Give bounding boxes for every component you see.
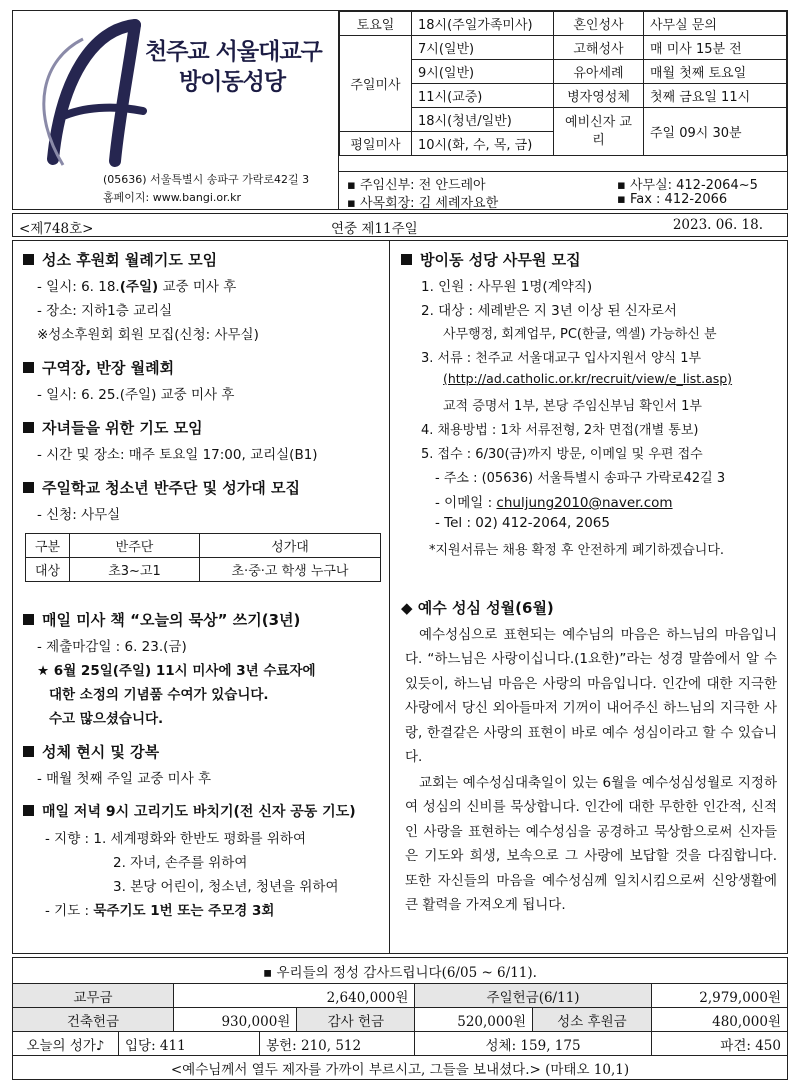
table-header: 성가대: [200, 534, 381, 558]
section-title: [23, 477, 300, 498]
office-phone-item: ▪ 사무실: 412-2064~5: [617, 178, 758, 193]
hymn-label: 오늘의 성가♪: [13, 1032, 119, 1056]
sunday-mass: 7시(일반): [412, 36, 554, 60]
section-title-text: 매일 저녁 9시 고리기도 바치기(전 신자 공동 기도): [42, 804, 356, 820]
liturgical-week: 연중 제11주일: [331, 221, 418, 237]
section-line: 사무행정, 회계업무, PC(한글, 엑셀) 가능하신 분: [443, 327, 717, 342]
recruit-table: [25, 533, 381, 582]
text-part: - 일시: 6. 18.: [37, 279, 120, 295]
section-line: - 신청: 사무실: [37, 507, 121, 523]
sunday-mass: 9시(일반): [412, 60, 554, 84]
sunday-label: 주일미사: [340, 36, 412, 132]
parish-homepage: 홈페이지: www.bangi.or.kr: [103, 191, 242, 204]
section-title-text: 성체 현시 및 강복: [42, 743, 160, 761]
text-part: (주일): [119, 279, 159, 295]
section-line: 3. 서류 : 천주교 서울대교구 입사지원서 양식 1부: [421, 351, 702, 366]
square-bullet-icon: [23, 805, 34, 816]
section-title: [23, 357, 174, 378]
sacrament-value: 첫째 금요일 11시: [644, 84, 787, 108]
council-head: 사목회장: 김 세례자요한: [359, 196, 499, 211]
section-title-text: 예수 성심 성월(6월): [417, 599, 554, 617]
offering-label: 감사 헌금: [297, 1008, 415, 1032]
parish-logo-area: [13, 11, 339, 209]
section-line: - 매월 첫째 주일 교중 미사 후: [37, 771, 212, 787]
section-title-text: 자녀들을 위한 기도 모임: [42, 419, 203, 437]
section-title: [23, 801, 356, 821]
sunday-mass: 11시(교중): [412, 84, 554, 108]
issue-date: 2023. 06. 18.: [672, 217, 763, 233]
section-line: 2. 대상 : 세례받은 지 3년 이상 된 신자로서: [421, 303, 677, 319]
section-line: ★ 6월 25일(주일) 11시 미사에 3년 수료자에: [37, 663, 316, 679]
sacrament-value: 주일 09시 30분: [644, 108, 787, 156]
parish-name-line1: 천주교 서울대교구: [145, 39, 322, 65]
weekday-mass: 10시(화, 수, 목, 금): [412, 132, 554, 156]
bulletin-body: [12, 240, 788, 954]
section-line: 대한 소정의 기념품 수여가 있습니다.: [49, 687, 269, 703]
thanks-text: 우리들의 정성 감사드립니다(6/05 ~ 6/11).: [276, 964, 537, 981]
pastor-item: ▪ 주임신부: 전 안드레아: [347, 178, 486, 193]
section-line: - Tel : 02) 412-2064, 2065: [435, 515, 610, 531]
sacred-heart-paragraph: 교회는 예수성심대축일이 있는 6월을 예수성심성월로 지정하여 성심의 신비를 묵상합니다. 인간에 대한 무한한 인간적, 신적인 사랑을 표현하는 예수성심을 공경하고 묵상함으로써 신자들은 기도와 희생, 보속으로 그 사랑에 보답할 것을 다짐합니다. 또한 자신들의 마음을 예수성심께 일치시킴으로써 신앙생활에 큰 활력을 가져오게 됩니다.: [405, 775, 777, 914]
section-title-text: 방이동 성당 사무원 모집: [420, 251, 581, 269]
table-header: 반주단: [70, 534, 200, 558]
section-line: - 주소 : (05636) 서울특별시 송파구 가락로42길 3: [435, 471, 726, 486]
section-line: [435, 491, 673, 511]
parish-logo-icon: [23, 19, 153, 169]
issue-number: <제748호>: [19, 221, 94, 237]
section-line: 교적 증명서 1부, 본당 주임신부님 확인서 1부: [443, 399, 702, 414]
square-bullet-icon: [23, 746, 34, 757]
weekday-label: 평일미사: [340, 132, 412, 156]
section-line: 수고 많으셨습니다.: [49, 711, 164, 727]
section-title: [23, 741, 159, 762]
application-form-link[interactable]: (http://ad.catholic.or.kr/recruit/view/e_list.asp): [443, 371, 733, 386]
sacrament-label: 예비신자 교리: [554, 108, 644, 156]
sacrament-label: 혼인성사: [554, 12, 644, 36]
sacrament-label: 병자영성체: [554, 84, 644, 108]
section-line: [45, 899, 274, 919]
section-line: [37, 275, 236, 295]
text-part: 묵주기도 1번 또는 주모경 3회: [93, 903, 275, 919]
staff-info: [339, 171, 787, 209]
column-divider: [389, 241, 390, 953]
hymn-dismissal: 파견: 450: [651, 1032, 787, 1056]
square-bullet-icon: [23, 482, 34, 493]
mass-schedule-table: [339, 11, 787, 156]
sacred-heart-paragraph: 예수성심으로 표현되는 예수님의 마음은 하느님의 마음입니다. “하느님은 사랑이십니다.(1요한)”라는 성경 말씀에서 알 수 있듯이, 하느님 마음은 사랑의 마음입니다. 인간에 대한 지극한 사랑에서 당신 외아들마저 기꺼이 내어주신 하느님의 지극한 사랑, 한결같은 사랑의 표현이 바로 예수 성심이라고 할 수 있습니다.: [405, 627, 777, 766]
sacrament-value: 매월 첫째 토요일: [644, 60, 787, 84]
email-link[interactable]: chuljung2010@naver.com: [496, 495, 673, 511]
saturday-label: 토요일: [340, 12, 412, 36]
text-part: - 이메일 :: [435, 495, 497, 511]
square-bullet-icon: [23, 614, 34, 625]
section-line: 2. 자녀, 손주를 위하여: [113, 855, 248, 871]
diamond-bullet-icon: ◆: [401, 599, 418, 617]
hymn-communion: 성체: 159, 175: [415, 1032, 651, 1056]
square-bullet-icon: [23, 254, 34, 265]
pastor: 주임신부: 전 안드레아: [359, 178, 486, 193]
text-part: - 기도 :: [45, 903, 94, 919]
section-title: [23, 417, 203, 438]
section-title-text: 구역장, 반장 월례회: [42, 359, 175, 377]
issue-bar: [12, 213, 788, 237]
parish-address: (05636) 서울특별시 송파구 가락로42길 3: [103, 173, 310, 186]
section-title: [23, 609, 300, 630]
bulletin-header: [12, 10, 788, 210]
sacrament-label: 유아세례: [554, 60, 644, 84]
sacrament-value: 사무실 문의: [644, 12, 787, 36]
section-line: 5. 접수 : 6/30(금)까지 방문, 이메일 및 우편 접수: [421, 447, 703, 462]
table-cell: 대상: [26, 558, 70, 582]
section-title: [401, 597, 554, 618]
table-cell: 초·중·고 학생 누구나: [200, 558, 381, 582]
hymn-entrance: 입당: 411: [119, 1032, 260, 1056]
section-line: - 장소: 지하1층 교리실: [37, 303, 173, 319]
fax-item: ▪ Fax : 412-2066: [617, 192, 728, 207]
table-header: 구분: [26, 534, 70, 558]
section-title-text: 성소 후원회 월례기도 모임: [42, 251, 218, 269]
sacrament-value: 매 미사 15분 전: [644, 36, 787, 60]
section-title: [401, 249, 581, 270]
thanks-row: [13, 958, 788, 984]
office-phone: 사무실: 412-2064~5: [629, 178, 758, 193]
sunday-mass: 18시(청년/일반): [412, 108, 554, 132]
hymn-offertory: 봉헌: 210, 512: [260, 1032, 415, 1056]
offering-label: 건축헌금: [13, 1008, 174, 1032]
square-bullet-icon: [23, 422, 34, 433]
section-title-text: 주일학교 청소년 반주단 및 성가대 모집: [42, 479, 300, 497]
offering-value: 520,000원: [415, 1008, 533, 1032]
offering-value: 930,000원: [173, 1008, 296, 1032]
parish-name-line2: 방이동성당: [179, 69, 286, 95]
offering-value: 2,979,000원: [651, 984, 787, 1008]
square-bullet-icon: [401, 254, 412, 265]
section-line: 3. 본당 어린이, 청소년, 청년을 위하여: [113, 879, 339, 895]
table-cell: 초3~고1: [70, 558, 200, 582]
fax-number: Fax : 412-2066: [629, 192, 728, 207]
offering-table: [12, 957, 788, 1080]
section-line: 1. 인원 : 사무원 1명(계약직): [421, 279, 593, 295]
section-title: [23, 249, 217, 270]
section-line: - 시간 및 장소: 매주 토요일 17:00, 교리실(B1): [37, 447, 318, 463]
offering-value: 2,640,000원: [173, 984, 414, 1008]
section-note: *지원서류는 채용 확정 후 안전하게 폐기하겠습니다.: [429, 543, 725, 558]
offering-label: 교무금: [13, 984, 174, 1008]
saturday-mass: 18시(주일가족미사): [412, 12, 554, 36]
text-part: 교중 미사 후: [158, 279, 237, 295]
square-bullet-icon: ▪: [263, 964, 277, 981]
offering-value: 480,000원: [651, 1008, 787, 1032]
section-line: - 지향 : 1. 세계평화와 한반도 평화를 위하여: [45, 831, 306, 847]
section-title-text: 매일 미사 책 “오늘의 묵상” 쓰기(3년): [42, 611, 301, 629]
council-head-item: ▪ 사목회장: 김 세례자요한: [347, 196, 499, 211]
offering-label: 주일헌금(6/11): [415, 984, 651, 1008]
section-line: - 일시: 6. 25.(주일) 교중 미사 후: [37, 387, 235, 403]
square-bullet-icon: [23, 362, 34, 373]
section-line: ※성소후원회 회원 모집(신청: 사무실): [37, 327, 259, 343]
section-line: - 제출마감일 : 6. 23.(금): [37, 639, 187, 655]
sacrament-label: 고해성사: [554, 36, 644, 60]
offering-label: 성소 후원금: [533, 1008, 652, 1032]
gospel-quote: <예수님께서 열두 제자를 가까이 부르시고, 그들을 보내셨다.> (마태오 10,1): [13, 1056, 788, 1080]
section-line: 4. 채용방법 : 1차 서류전형, 2차 면접(개별 통보): [421, 423, 699, 438]
